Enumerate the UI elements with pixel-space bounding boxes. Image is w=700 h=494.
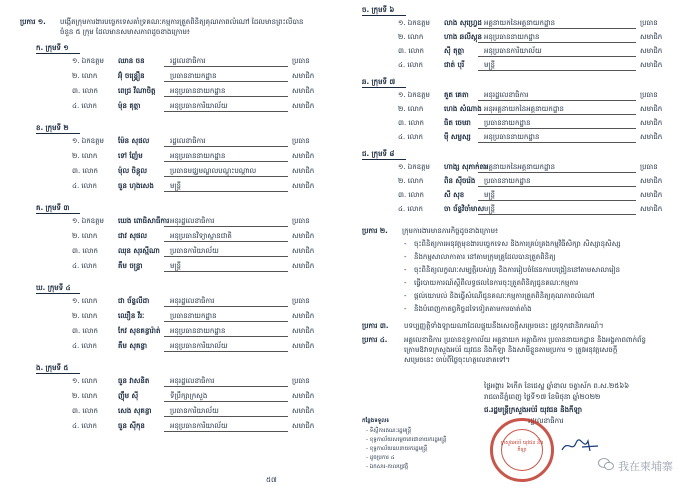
duty-item: ផ្តល់យោបល់ និងធ្វើសំណើជូនគណៈកម្មការត្រួតពិនិត្យគុណភាពលំណៅ bbox=[414, 292, 595, 300]
row-divider bbox=[164, 351, 288, 352]
article-2-title: ក្រុមការងារមានភារកិច្ចដូចខាងក្រោម៖ bbox=[402, 227, 499, 235]
row-divider bbox=[164, 176, 288, 177]
member-prefix: ២. លោក bbox=[72, 232, 98, 240]
handwritten-signature bbox=[560, 437, 600, 455]
member-role: សមាជិក bbox=[292, 87, 315, 95]
row-divider bbox=[164, 66, 288, 67]
row-divider bbox=[478, 172, 636, 173]
group-title-underline bbox=[36, 53, 80, 54]
row-divider bbox=[164, 96, 288, 97]
recipient-item: - ខុទ្ទកាល័យឧបនាយករដ្ឋមន្ត្រី bbox=[366, 446, 428, 452]
row-divider bbox=[478, 200, 636, 201]
duty-bullet: - bbox=[404, 305, 407, 313]
member-role: សមាជិក bbox=[292, 72, 315, 80]
watermark-text: 我在柬埔寨 bbox=[618, 460, 673, 473]
member-name: សុី តុត្តា bbox=[444, 47, 465, 55]
member-prefix: ២. លោក bbox=[398, 177, 424, 185]
group-title: ជ. ក្រុមទី ៨ bbox=[362, 150, 395, 158]
member-prefix: ២. លោក bbox=[398, 105, 424, 113]
duty-item: ចុះពិនិត្យការអនុវត្តមុខងារបច្ចេកទេស និងការគ្រប់គ្រងកម្មវិធីសិក្សា សិស្សានុសិស្ស bbox=[414, 240, 621, 248]
article-4-text-1: អគ្គលេខាធិការ ប្រធានខុទ្ទកាល័យ អគ្គនាយក អគ្គាធិការ ប្រធាននាយកដ្ឋាន និងអង្គភាពពាក់ព័ន្ធ bbox=[404, 336, 646, 344]
member-name: ហាង្ស សុភាក់តារ bbox=[444, 163, 489, 171]
member-role: សមាជិក bbox=[292, 392, 315, 400]
row-divider bbox=[164, 416, 288, 417]
member-role: សមាជិក bbox=[640, 105, 663, 113]
member-position: ប្រធាននាយកដ្ឋាន bbox=[170, 72, 217, 80]
member-name: ធួន សុីកុន bbox=[118, 422, 145, 430]
row-divider bbox=[478, 70, 636, 71]
member-prefix: ៣. លោក bbox=[72, 327, 98, 335]
member-position: អគ្គនាយកនៃអគ្គនាយកដ្ឋាន bbox=[484, 19, 556, 27]
group-title: ឆ. ក្រុមទី ៧ bbox=[362, 78, 396, 86]
row-divider bbox=[478, 28, 636, 29]
member-prefix: ២. លោក bbox=[398, 33, 424, 41]
member-role: ប្រធាន bbox=[292, 297, 310, 305]
member-prefix: ៤. លោក bbox=[72, 422, 97, 430]
article-1-number: ប្រការ ១. bbox=[20, 18, 46, 26]
member-position: អនុប្រធានការិយាល័យ bbox=[484, 47, 542, 55]
member-role: ប្រធាន bbox=[640, 91, 658, 99]
member-position: ប្រធាននាយកដ្ឋាន bbox=[484, 177, 531, 185]
member-prefix: ៤. លោក bbox=[398, 61, 423, 69]
member-name: ហាង ឆលីស្តុន bbox=[444, 33, 482, 41]
group-title: ង. ក្រុមទី ៥ bbox=[36, 364, 69, 372]
recipient-item: - ដូចប្រការ ៤ bbox=[366, 455, 395, 461]
member-name: ចា ច័ន្ទវិចាំមាស bbox=[444, 205, 485, 213]
member-name: ម៉ែន សុផល bbox=[118, 137, 150, 145]
row-divider bbox=[478, 142, 636, 143]
row-divider bbox=[164, 271, 288, 272]
row-divider bbox=[164, 191, 288, 192]
article-1-text-2: ចំនួន ៥ ក្រុម ដែលមានសមាសភាពដូចខាងក្រោម៖ bbox=[60, 28, 190, 36]
recipient-item: - ឯកសារ-កាលប្បវត្តិ bbox=[366, 464, 409, 470]
recipients-title: កន្លែងទទួល៖ bbox=[362, 418, 389, 424]
member-role: ប្រធាន bbox=[292, 377, 310, 385]
member-role: សមាជិក bbox=[292, 182, 315, 190]
article-3-text: បទប្បញ្ញត្តិទាំងឡាយណាដែលផ្ទុយនឹងសេចក្តីសម្រេចនេះ ត្រូវទុកជានិរាករណ៍។ bbox=[404, 322, 604, 330]
member-role: សមាជិក bbox=[292, 407, 315, 415]
member-position: មន្ត្រី bbox=[484, 205, 495, 213]
member-name: ធិត ចេមរា bbox=[444, 119, 471, 127]
member-role: សមាជិក bbox=[640, 133, 663, 141]
article-4-number: ប្រការ ៤. bbox=[362, 336, 388, 344]
member-role: ប្រធាន bbox=[640, 163, 658, 171]
member-name: គឹម ចន្ទ្រា bbox=[118, 262, 143, 270]
member-prefix: ៣. លោក bbox=[72, 407, 98, 415]
group-title-underline bbox=[36, 133, 80, 134]
member-position: ទីប្រឹក្សាក្រសួង bbox=[170, 392, 208, 400]
member-role: សមាជិក bbox=[292, 232, 315, 240]
group-title-underline bbox=[362, 87, 406, 88]
member-role: សមាជិក bbox=[640, 191, 663, 199]
member-role: សមាជិក bbox=[640, 177, 663, 185]
member-prefix: ២. លោក bbox=[72, 312, 98, 320]
member-prefix: ១. ឯកឧត្តម bbox=[72, 217, 104, 225]
signatory-title: ជ.រដ្ឋមន្ត្រីក្រសួងអប់រំ យុវជន និងកីឡា bbox=[484, 406, 583, 414]
member-name: ពិន ស៊ីចរ៉េង bbox=[444, 177, 476, 185]
issue-date: រាជធានីភ្នំពេញ ថ្ងៃទី១៧ ខែមិថុនា ឆ្នាំ២០២២ bbox=[484, 393, 601, 401]
member-position: អនុប្រធាននាយកដ្ឋាន bbox=[484, 133, 540, 141]
member-prefix: ១. ឯកឧត្តម bbox=[398, 91, 430, 99]
member-role: សមាជិក bbox=[640, 205, 663, 213]
member-role: សមាជិក bbox=[292, 342, 315, 350]
member-role: សមាជិក bbox=[292, 247, 315, 255]
duty-bullet: - bbox=[404, 292, 407, 300]
group-title: ឃ. ក្រុមទី ៤ bbox=[36, 284, 71, 292]
member-name: ម៉ុល ចិន្តុល bbox=[118, 167, 148, 175]
member-position: ប្រធានមជ្ឈមណ្ឌលបណ្តុះបណ្តាល bbox=[170, 167, 257, 175]
article-2-number: ប្រការ ២. bbox=[362, 227, 388, 235]
recipient-item: - ខុទ្ទកាល័យសម្តេចតេជោនាយករដ្ឋមន្ត្រី bbox=[366, 437, 447, 443]
group-title: ក. ក្រុមទី ១ bbox=[36, 44, 69, 52]
group-title-underline bbox=[362, 15, 406, 16]
row-divider bbox=[478, 114, 636, 115]
group-title: ច. ក្រុមទី ៦ bbox=[362, 6, 395, 14]
member-name: ឈុន សុរស្មីណា bbox=[118, 247, 160, 255]
page-number: ៥៧ bbox=[266, 476, 277, 484]
member-prefix: ១. លោក bbox=[72, 377, 98, 385]
member-role: សមាជិក bbox=[640, 47, 663, 55]
group-title-underline bbox=[362, 159, 406, 160]
row-divider bbox=[164, 386, 288, 387]
member-prefix: ៣. លោក bbox=[398, 47, 424, 55]
row-divider bbox=[164, 161, 288, 162]
duty-bullet: - bbox=[404, 279, 407, 287]
member-name: ធួន ហុងសេង bbox=[118, 182, 154, 190]
member-name: ទៅ ញ៉ែម bbox=[118, 152, 143, 160]
member-position: ប្រធាននាយកដ្ឋាន bbox=[484, 119, 531, 127]
member-prefix: ១. ឯកឧត្តម bbox=[72, 137, 104, 145]
member-name: គឹម សុគន្ធា bbox=[118, 342, 148, 350]
member-name: គួត គេតា bbox=[444, 91, 469, 99]
member-prefix: ៤. លោក bbox=[398, 133, 423, 141]
article-4-text-3: សម្រេចនេះ ចាប់ពីថ្ងៃចុះហត្ថលេខាតទៅ។ bbox=[404, 356, 511, 364]
member-prefix: ១. ឯកឧត្តម bbox=[398, 163, 430, 171]
member-role: សមាជិក bbox=[292, 422, 315, 430]
group-title-underline bbox=[36, 293, 80, 294]
wechat-icon bbox=[598, 457, 614, 471]
duty-bullet: - bbox=[404, 253, 407, 261]
group-title: ខ. ក្រុមទី ២ bbox=[36, 124, 69, 132]
member-prefix: ៤. លោក bbox=[72, 262, 97, 270]
member-prefix: ៣. លោក bbox=[72, 87, 98, 95]
member-position: អនុរដ្ឋលេខាធិការ bbox=[170, 217, 215, 225]
member-position: អនុប្រធាននាយកដ្ឋាន bbox=[170, 87, 226, 95]
row-divider bbox=[164, 111, 288, 112]
member-name: ញ៉ឹម សុី bbox=[118, 392, 139, 400]
duty-item: ចុះពិនិត្យលក្ខណៈសម្បត្តិរបស់គ្រូ និងការរៀបចំផែនការបង្រៀននៅតាមសាលារៀន bbox=[414, 266, 621, 274]
member-name: ឈាន ចន bbox=[118, 57, 145, 65]
member-role: សមាជិក bbox=[292, 152, 315, 160]
row-divider bbox=[164, 336, 288, 337]
member-position: អនុប្រធានការិយាល័យ bbox=[170, 342, 228, 350]
member-name: ធួន វាសនិត bbox=[118, 377, 150, 385]
member-name: ម៉ី សម្ផស្ស bbox=[444, 133, 471, 141]
row-divider bbox=[478, 56, 636, 57]
member-position: អនុប្រធាននាយកដ្ឋាន bbox=[170, 152, 226, 160]
member-name: ឃេង ពោធិសាធីការ bbox=[118, 217, 170, 225]
lunar-date: ថ្ងៃអង្គារ ៦កើត ខែជេស្ឋ ឆ្នាំខាល ចត្វាស័ក ព.ស.២៥៦៦ bbox=[484, 382, 630, 390]
row-divider bbox=[164, 241, 288, 242]
member-name: អ៊ុំ ចន្ទ្រឿន bbox=[118, 72, 145, 80]
member-role: សមាជិក bbox=[292, 167, 315, 175]
member-role: សមាជិក bbox=[640, 61, 663, 69]
article-3-number: ប្រការ ៣. bbox=[362, 322, 389, 330]
member-position: ប្រធាននាយកដ្ឋាន bbox=[170, 312, 217, 320]
member-name: ជាវ សុផល bbox=[118, 232, 148, 240]
member-prefix: ២. លោក bbox=[72, 152, 98, 160]
member-prefix: ៣. លោក bbox=[398, 119, 424, 127]
row-divider bbox=[478, 100, 636, 101]
duty-item: និងកម្មសាលាកាតារ នៅតាមក្រុមគ្រូដែលបានត្រួតពិនិត្យ bbox=[414, 253, 556, 261]
member-role: ប្រធាន bbox=[292, 217, 310, 225]
member-role: សមាជិក bbox=[640, 33, 663, 41]
member-name: លាង សុហ្វ្រេដ bbox=[444, 19, 482, 27]
row-divider bbox=[478, 186, 636, 187]
member-role: សមាជិក bbox=[292, 102, 315, 110]
row-divider bbox=[164, 431, 288, 432]
member-role: សមាជិក bbox=[292, 327, 315, 335]
duty-bullet: - bbox=[404, 266, 407, 274]
duty-item: ធ្វើរបាយការណ៍ស្តីពីលទ្ធផលនៃការចុះត្រួតពិនិត្យជូនគណៈកម្មការ bbox=[414, 279, 579, 287]
member-position: ប្រធានការិយាល័យ bbox=[170, 407, 219, 415]
member-role: ប្រធាន bbox=[292, 137, 310, 145]
member-role: ប្រធាន bbox=[640, 19, 658, 27]
member-role: ប្រធាន bbox=[292, 57, 310, 65]
member-role: សមាជិក bbox=[292, 312, 315, 320]
member-position: អនុរដ្ឋលេខាធិការ bbox=[170, 297, 215, 305]
member-position: មន្ត្រី bbox=[484, 191, 495, 199]
member-position: អគ្គនាយកនៃអគ្គនាយកដ្ឋាន bbox=[484, 163, 556, 171]
article-4-text-2: ក្រោមឱវាទក្រសួងអប់រំ យុវជន និងកីឡា និងសាមីខ្លួនតាមប្រការ ១ ត្រូវអនុវត្តសេចក្តី bbox=[404, 346, 618, 354]
member-prefix: ៤. លោក bbox=[72, 102, 97, 110]
member-name: សេង សុគន្ធា bbox=[118, 407, 152, 415]
member-position: រដ្ឋលេខាធិការ bbox=[170, 57, 206, 65]
member-prefix: ៤. លោក bbox=[398, 205, 423, 213]
member-position: មន្ត្រី bbox=[170, 182, 181, 190]
member-role: សមាជិក bbox=[640, 119, 663, 127]
member-position: រដ្ឋលេខាធិការ bbox=[170, 137, 206, 145]
member-name: ជាត់ បុរី bbox=[444, 61, 465, 69]
article-1-text: បង្កើតក្រុមការងារបច្ចេកទេសគាំទ្រគណៈកម្មការត្រួតពិនិត្យគុណភាពលំណៅ ដែលមានព្រះលីបាន bbox=[60, 18, 304, 26]
seal-text: ក្រសួងអប់រំ យុវជន និងកីឡា bbox=[500, 440, 544, 453]
member-name: ម៉ុន គុត្តា bbox=[118, 102, 141, 110]
member-position: អនុប្រធានវិទ្យាស្ថានជាតិ bbox=[170, 232, 232, 240]
member-prefix: ៤. លោក bbox=[72, 182, 97, 190]
member-position: អនុរដ្ឋលេខាធិការ bbox=[170, 377, 215, 385]
member-prefix: ១. ឯកឧត្តម bbox=[72, 57, 104, 65]
member-name: ឈឿន វីរៈ bbox=[118, 312, 145, 320]
member-position: អនុប្រធាននាយកដ្ឋាន bbox=[484, 33, 540, 41]
row-divider bbox=[164, 81, 288, 82]
member-name: ហេង សំណាង bbox=[444, 105, 482, 113]
signatory-subtitle: រដ្ឋលេខាធិការ bbox=[528, 417, 564, 425]
member-position: មន្ត្រី bbox=[170, 262, 181, 270]
row-divider bbox=[478, 214, 636, 215]
duty-item: និងបំពេញកាតព្វកិច្ចដទៃទៀតតាមការចាត់តាំង bbox=[414, 305, 532, 313]
member-role: សមាជិក bbox=[292, 262, 315, 270]
member-position: មន្ត្រី bbox=[484, 61, 495, 69]
member-prefix: ៣. លោក bbox=[398, 191, 424, 199]
row-divider bbox=[164, 306, 288, 307]
row-divider bbox=[164, 256, 288, 257]
member-name: កែវ សុខគន្ធារ៉ាត់ bbox=[118, 327, 161, 335]
group-title-underline bbox=[36, 213, 80, 214]
row-divider bbox=[164, 401, 288, 402]
member-prefix: ១. ឯកឧត្តម bbox=[398, 19, 430, 27]
row-divider bbox=[164, 321, 288, 322]
duty-bullet: - bbox=[404, 240, 407, 248]
member-prefix: ៤. លោក bbox=[72, 342, 97, 350]
member-name: ជា ច័ន្ទលីដា bbox=[118, 297, 150, 305]
member-position: ប្រធានការិយាល័យ bbox=[170, 247, 219, 255]
member-position: អនុប្រធានការិយាល័យ bbox=[170, 102, 228, 110]
member-position: អនុប្រធាននាយកដ្ឋាន bbox=[170, 327, 226, 335]
recipient-item: - ទីស្តីការគណៈរដ្ឋមន្ត្រី bbox=[366, 428, 412, 434]
member-prefix: ៣. លោក bbox=[72, 167, 98, 175]
member-position: អនុប្រធានការិយាល័យ bbox=[170, 422, 228, 430]
row-divider bbox=[164, 226, 288, 227]
member-name: ពេជ្រ វីណាចិត្ត bbox=[118, 87, 156, 95]
row-divider bbox=[164, 146, 288, 147]
member-prefix: ៣. លោក bbox=[72, 247, 98, 255]
row-divider bbox=[478, 42, 636, 43]
group-title-underline bbox=[36, 373, 80, 374]
member-prefix: ២. លោក bbox=[72, 392, 98, 400]
member-position: អនុរដ្ឋលេខាធិការ bbox=[484, 91, 529, 99]
member-position: អនុអគ្គនាយកនៃអគ្គនាយកដ្ឋាន bbox=[484, 105, 564, 113]
row-divider bbox=[478, 128, 636, 129]
group-title: គ. ក្រុមទី ៣ bbox=[36, 204, 70, 212]
member-name: សី សុខ bbox=[444, 191, 465, 199]
member-prefix: ១. លោក bbox=[72, 297, 98, 305]
member-prefix: ២. លោក bbox=[72, 72, 98, 80]
